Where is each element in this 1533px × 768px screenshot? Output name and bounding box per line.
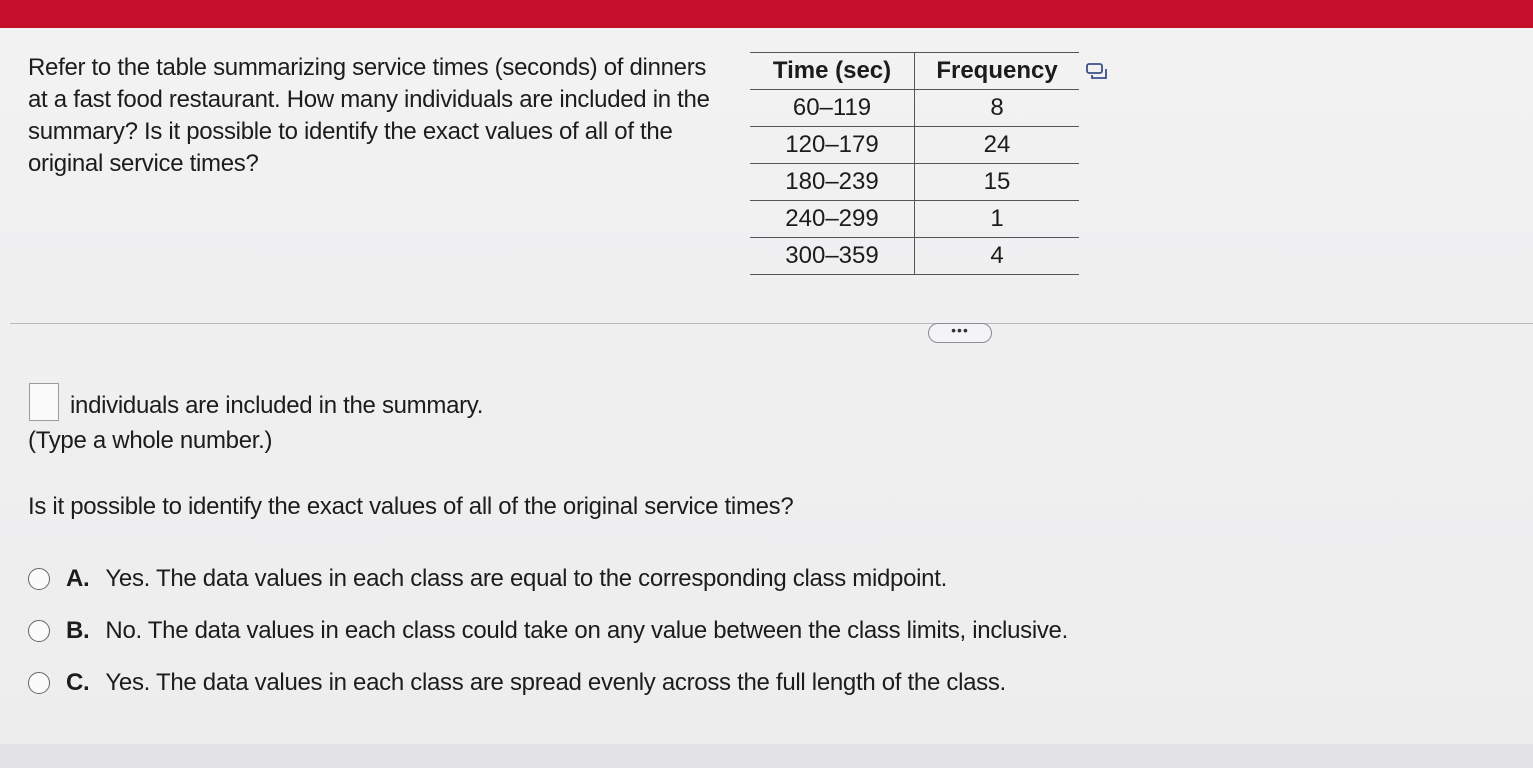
table-row [750,164,1079,201]
table-header-frequency: Frequency [915,53,1080,90]
section-divider [10,323,1533,324]
radio-icon[interactable] [28,620,50,642]
frequency-table [750,52,1079,275]
individuals-answer-input[interactable] [29,383,59,421]
top-banner [0,0,1533,28]
table-row [750,90,1079,127]
radio-icon[interactable] [28,672,50,694]
table-header-time: Time (sec) [750,53,915,90]
time-cell: 180–239 [750,164,915,201]
choice-text: Yes. The data values in each class are equal to the corresponding class midpoint. [105,565,947,592]
frequency-cell: 8 [915,90,1080,127]
bottom-strip [0,744,1533,768]
time-cell: 240–299 [750,201,915,238]
frequency-cell: 15 [915,164,1080,201]
radio-icon[interactable] [28,568,50,590]
table-row [750,201,1079,238]
choice-letter: C. [66,669,90,696]
part2-question: Is it possible to identify the exact values of all of the original service times? [28,493,794,520]
table-header-row [750,53,1079,90]
answer-label: individuals are included in the summary. [70,392,484,419]
answer-hint: (Type a whole number.) [28,427,273,454]
frequency-cell: 1 [915,201,1080,238]
time-cell: 300–359 [750,238,915,275]
frequency-cell: 4 [915,238,1080,275]
copy-table-icon[interactable] [1086,63,1108,81]
time-cell: 120–179 [750,127,915,164]
frequency-cell: 24 [915,127,1080,164]
time-cell: 60–119 [750,90,915,127]
choice-text: No. The data values in each class could take on any value between the class limits, inclusive. [105,617,1068,644]
choice-c[interactable] [28,669,1006,697]
choice-a[interactable] [28,565,947,593]
question-prompt: Refer to the table summarizing service times (seconds) of dinners at a fast food restaurant. How many individuals are included in the summary? Is it possible to identify the exact values of all of the original service times? [28,54,710,177]
choice-letter: A. [66,565,90,592]
expand-more-button[interactable]: ••• [928,323,992,343]
choice-letter: B. [66,617,90,644]
choice-b[interactable] [28,617,1068,645]
choice-text: Yes. The data values in each class are spread evenly across the full length of the class. [105,669,1006,696]
table-row [750,127,1079,164]
table-row [750,238,1079,275]
